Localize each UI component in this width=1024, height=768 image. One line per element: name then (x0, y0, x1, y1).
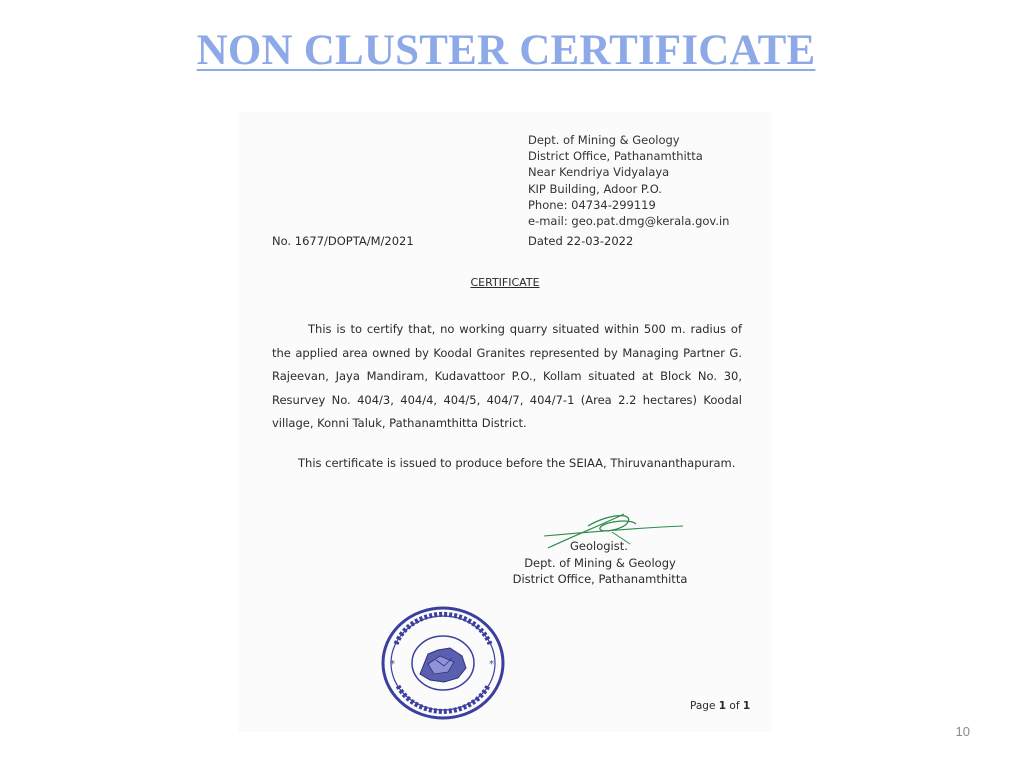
svg-text:*: * (489, 659, 494, 670)
signatory-designation: Geologist. (570, 539, 628, 553)
page-total: 1 (742, 700, 751, 712)
date-line: Dated 22-03-2022 (528, 234, 634, 248)
certificate-purpose-paragraph: This certificate is issued to produce before the SEIAA, Thiruvananthapuram. (298, 456, 736, 470)
page-indicator: Page 1 of 1 (690, 700, 751, 712)
svg-text:*: * (390, 659, 395, 670)
scanned-certificate (238, 112, 772, 732)
letterhead-line: Phone: 04734-299119 (528, 197, 656, 212)
signatory-department: Dept. of Mining & Geology (524, 555, 676, 570)
official-seal-icon (378, 604, 508, 722)
signatory-block (500, 538, 700, 588)
letterhead-address (528, 132, 729, 229)
reference-number: No. 1677/DOPTA/M/2021 (272, 234, 414, 248)
letterhead-line: Dept. of Mining & Geology (528, 133, 680, 147)
page-current: 1 (718, 700, 727, 712)
slide-title: NON CLUSTER CERTIFICATE (196, 27, 816, 74)
letterhead-line: District Office, Pathanamthitta (528, 149, 703, 164)
letterhead-email: e-mail: geo.pat.dmg@kerala.gov.in (528, 214, 730, 229)
certificate-body-paragraph: This is to certify that, no working quarry situated within 500 m. radius of the applied area owned by Koodal Granites represented by Managing Partner G. Rajeevan, Jaya Mandiram, Kudavattoor P.O., Kollam situated at Block No. 30, Resurvey No. 404/3, 404/4, 404/5, 404/7, 404/7-1 (Area 2.2 hectares) Koodal village, Konni Taluk, Pathanamthitta District. (272, 322, 742, 430)
letterhead-line: KIP Building, Adoor P.O. (528, 181, 662, 196)
letterhead-line: Near Kendriya Vidyalaya (528, 165, 670, 180)
signatory-office: District Office, Pathanamthitta (512, 572, 688, 586)
slide-number: 10 (955, 724, 970, 739)
certificate-heading: CERTIFICATE (470, 276, 540, 289)
